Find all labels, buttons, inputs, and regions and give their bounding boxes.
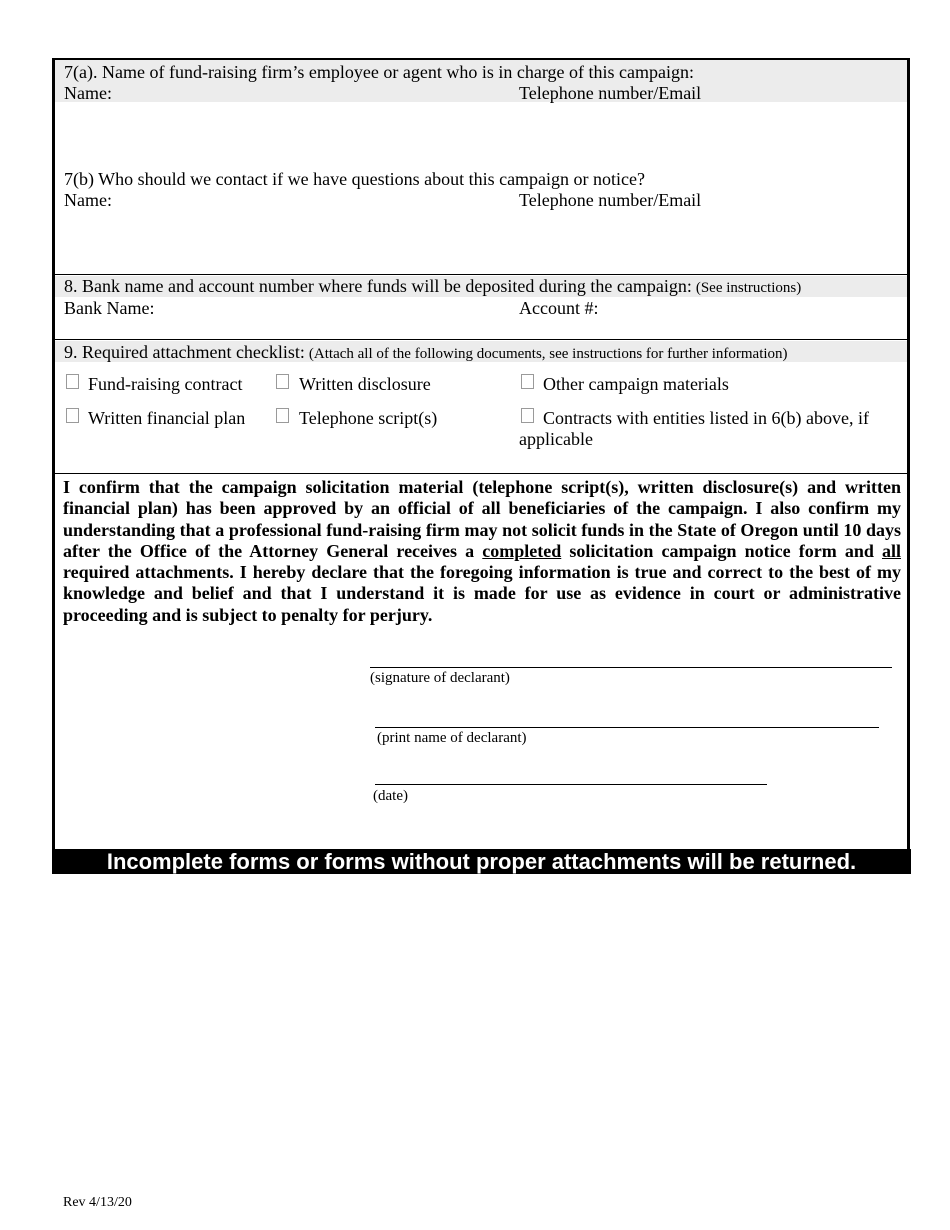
checkbox-label: Written financial plan [88,408,246,428]
checkbox-label: Contracts with entities listed in 6(b) above, if applicable [519,408,869,449]
date-label: (date) [373,788,408,804]
signature-line[interactable] [370,667,892,668]
divider [55,339,907,340]
declaration-underline-completed: completed [482,540,562,561]
section-7a-title: 7(a). Name of fund-raising firm’s employee or agent who is in charge of this campaign: [64,62,694,82]
divider [55,473,907,474]
section-9-note: (Attach all of the following documents, see instructions for further information) [308,346,788,362]
incomplete-forms-notice: Incomplete forms or forms without proper attachments will be returned. [52,849,911,874]
section-9-heading [64,342,788,363]
print-name-label: (print name of declarant) [377,730,527,746]
declaration-part-1: I confirm that the campaign solicitation material (telephone script(s), written disclosure(s) and written financial plan) has been approved by an official of all beneficiaries of the campaign. I also confirm my understanding that a professional fund-raising firm may not solicit funds in the State of Oregon until 10 days after the Office of the Attorney General receives a [63,477,901,561]
form-container [52,58,910,873]
checkbox-written-financial-plan[interactable] [66,408,79,423]
section-7b-contact-label: Telephone number/Email [519,190,702,210]
account-number-label: Account #: [519,298,599,318]
checkbox-label: Fund-raising contract [88,374,243,394]
section-7b-name-label: Name: [64,190,112,210]
print-name-line[interactable] [375,727,879,728]
section-8-heading [64,276,801,297]
signature-label: (signature of declarant) [370,670,510,686]
declaration-text [63,477,901,626]
checkbox-label: Other campaign materials [543,374,729,394]
section-7b-title: 7(b) Who should we contact if we have questions about this campaign or notice? [64,169,646,189]
section-9-title: 9. Required attachment checklist: [64,342,305,362]
bank-name-label: Bank Name: [64,298,155,318]
checkbox-other-campaign-materials[interactable] [521,374,534,389]
section-7a-contact-label: Telephone number/Email [519,83,702,103]
declaration-part-3: required attachments. I hereby declare that the foregoing information is true and correct to the best of my knowledge and belief and that I understand it is made for use as evidence in court or administrative proceeding and is subject to penalty for perjury. [63,562,901,625]
checkbox-label: Telephone script(s) [299,408,438,428]
section-8-note: (See instructions) [695,280,802,296]
revision-date: Rev 4/13/20 [63,1195,132,1210]
section-7a-name-label: Name: [64,83,112,103]
checkbox-label: Written disclosure [299,374,431,394]
checkbox-written-disclosure[interactable] [276,374,289,389]
checkbox-fund-raising-contract[interactable] [66,374,79,389]
checkbox-telephone-scripts[interactable] [276,408,289,423]
divider [55,274,907,275]
declaration-underline-all: all [881,540,901,561]
section-8-title: 8. Bank name and account number where funds will be deposited during the campaign: [64,276,692,296]
declaration-part-2: solicitation campaign notice form and [561,540,882,561]
date-line[interactable] [375,784,767,785]
